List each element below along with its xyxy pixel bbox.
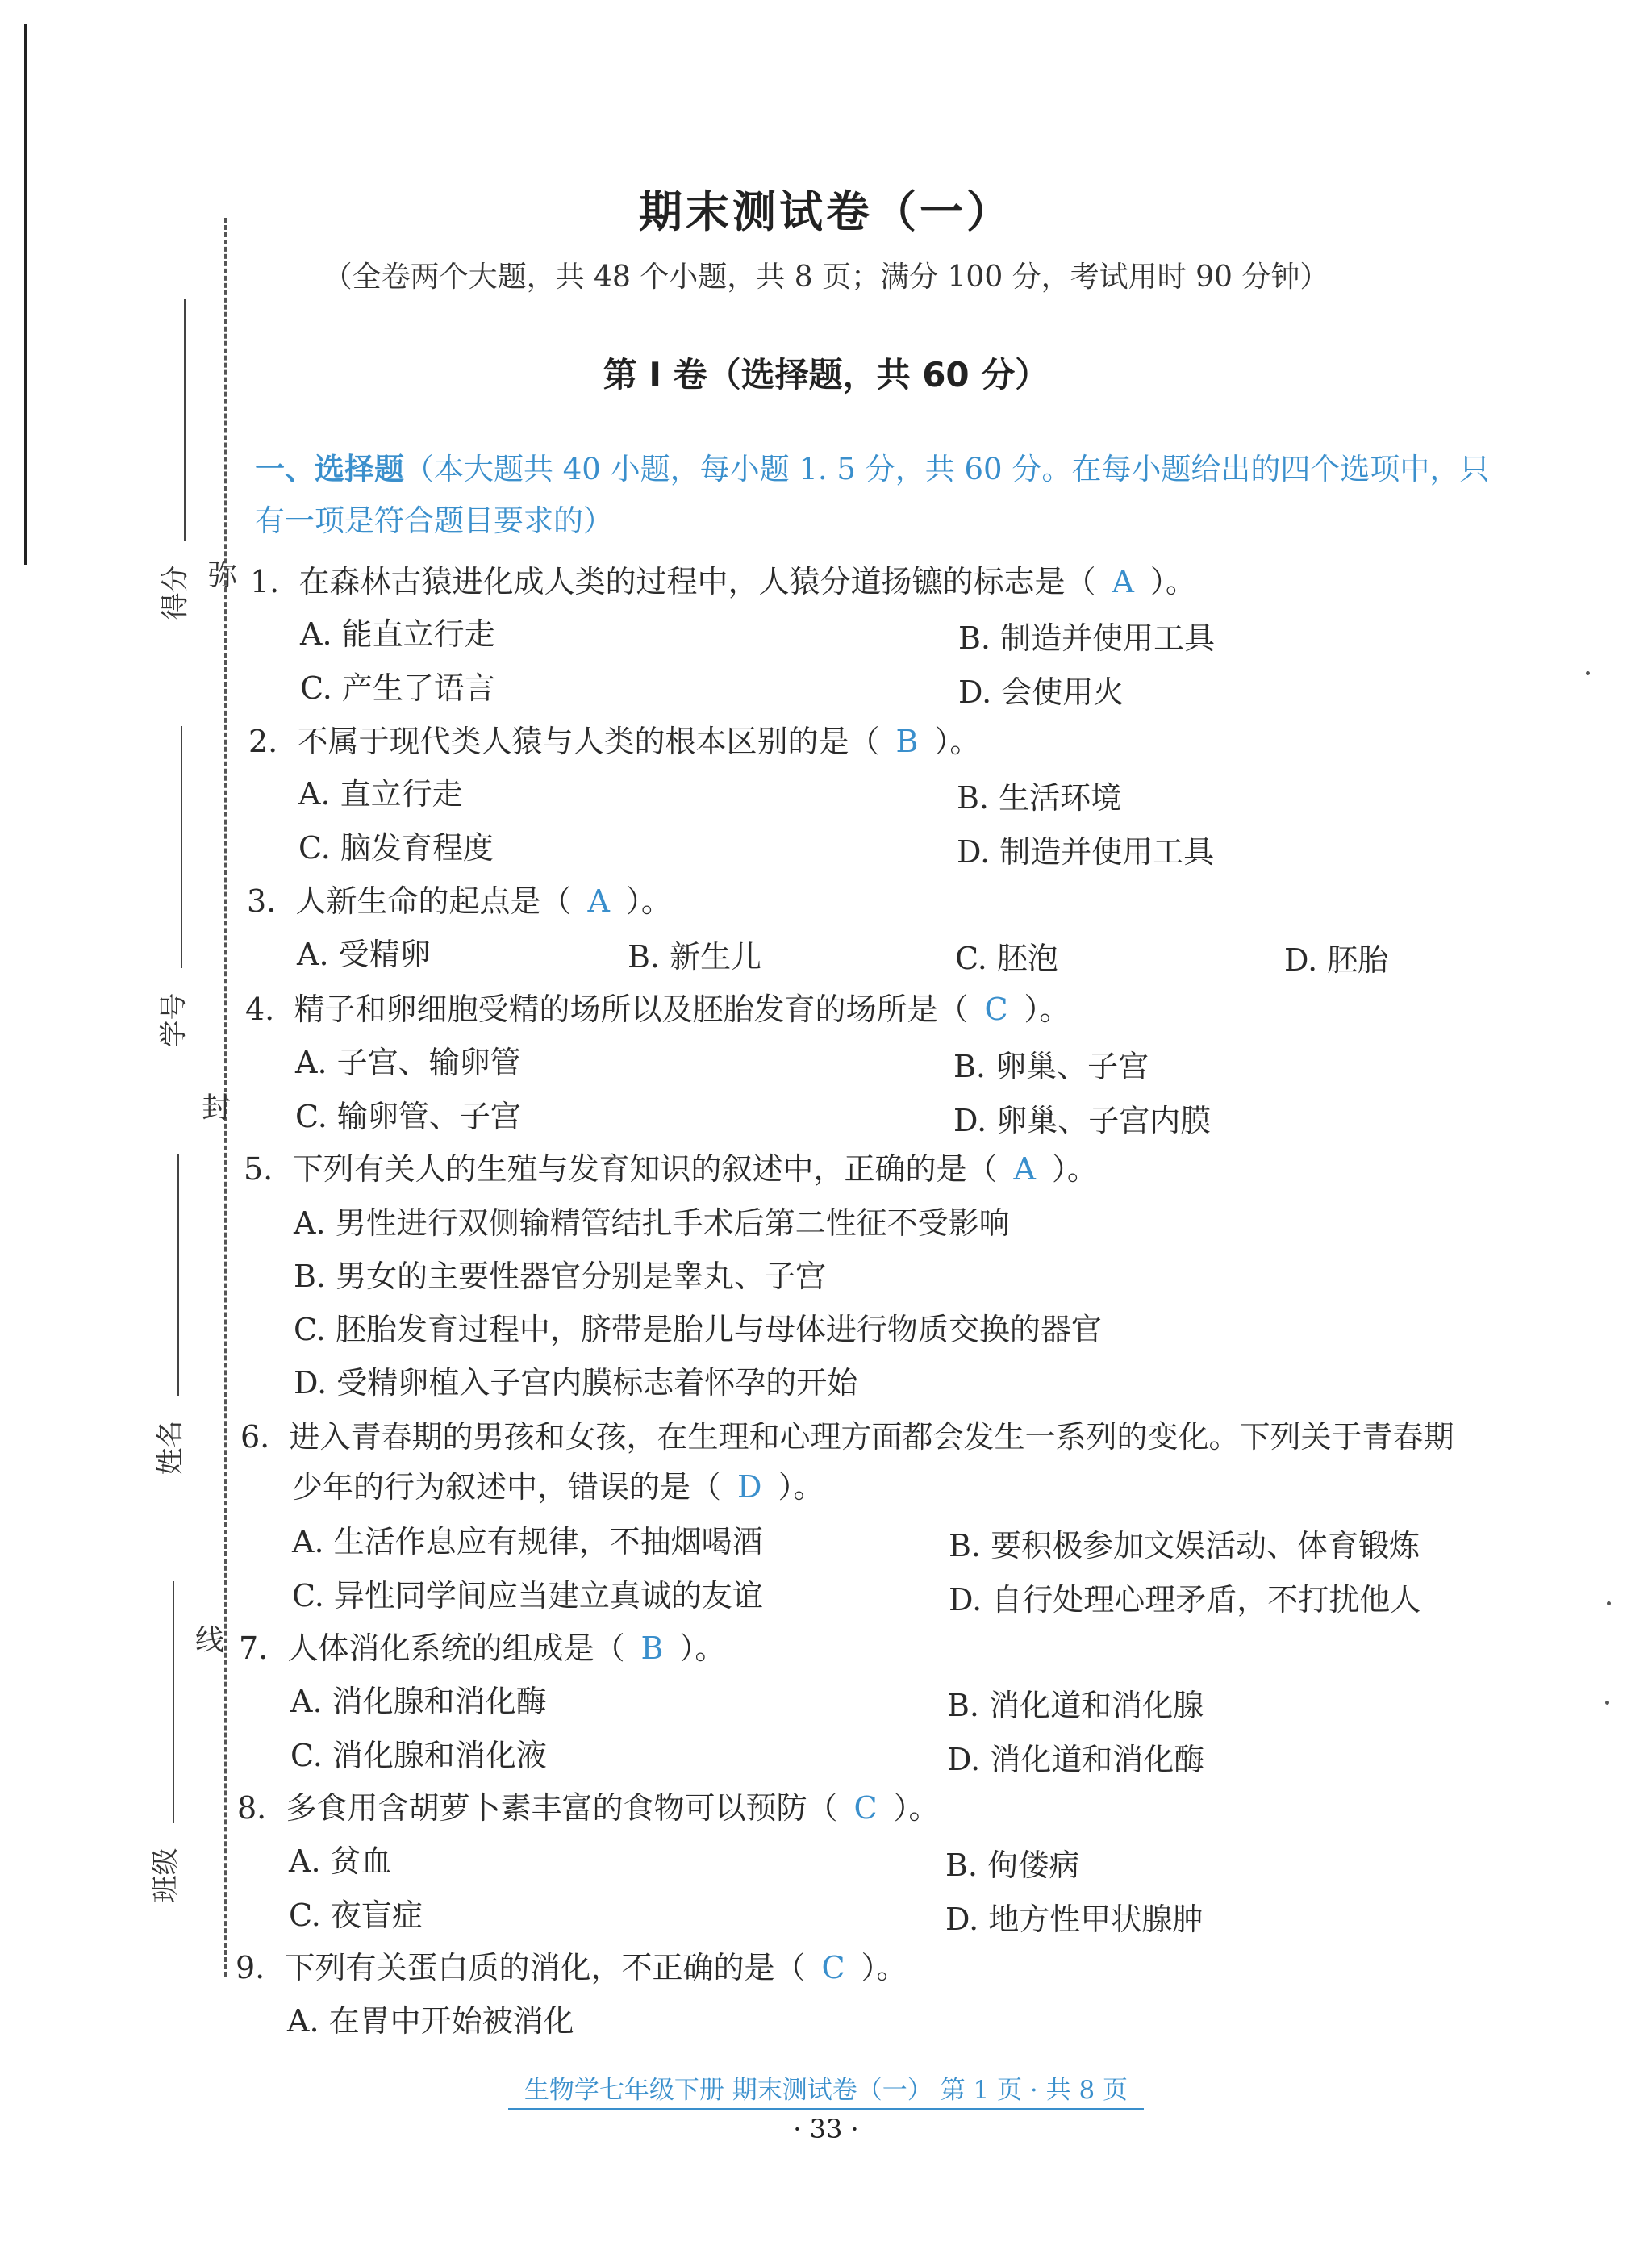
option-4b[interactable]: B. 卵巢、子宫 xyxy=(953,1049,1149,1084)
seal-char-xian: 线 xyxy=(195,1624,225,1657)
question-5 xyxy=(244,1144,1098,1188)
option-4c[interactable]: C. 输卵管、子宫 xyxy=(295,1099,521,1134)
page-footer xyxy=(0,2069,1652,2106)
option-2a[interactable]: A. 直立行走 xyxy=(298,776,463,812)
option-6d[interactable]: D. 自行处理心理矛盾，不打扰他人 xyxy=(949,1582,1421,1618)
question-number: 2. xyxy=(248,724,278,759)
page-title: 期末测试卷（一） xyxy=(639,186,1013,237)
option-7b[interactable]: B. 消化道和消化腺 xyxy=(947,1688,1204,1723)
option-2b[interactable]: B. 生活环境 xyxy=(957,780,1122,816)
option-9a[interactable]: A. 在胃中开始被消化 xyxy=(287,2003,574,2039)
seal-char-feng: 封 xyxy=(202,1092,232,1125)
question-stem: 在森林古猿进化成人类的过程中，人猿分道扬镳的标志是（ xyxy=(298,564,1096,599)
question-number: 1. xyxy=(250,564,280,599)
question-number: 9. xyxy=(236,1950,265,1985)
answer-mark: B xyxy=(640,1630,664,1666)
option-5b[interactable]: B. 男女的主要性器官分别是睾丸、子宫 xyxy=(294,1259,827,1294)
option-3b[interactable]: B. 新生儿 xyxy=(628,939,762,975)
question-stem: 下列有关蛋白质的消化，不正确的是（ xyxy=(284,1950,806,1985)
exam-info: （全卷两个大题，共 48 个小题，共 8 页；满分 100 分，考试用时 90 分钟） xyxy=(323,261,1329,294)
section-label: 一、选择题 xyxy=(255,452,404,486)
question-stem: 少年的行为叙述中，错误的是（ xyxy=(292,1469,722,1505)
option-5d[interactable]: D. 受精卵植入子宫内膜标志着怀孕的开始 xyxy=(294,1365,858,1401)
question-stem: 人体消化系统的组成是（ xyxy=(287,1630,625,1666)
option-8b[interactable]: B. 佝偻病 xyxy=(945,1847,1080,1883)
question-close: ）。 xyxy=(934,724,981,759)
option-1b[interactable]: B. 制造并使用工具 xyxy=(958,620,1216,656)
question-stem: 多食用含胡萝卜素丰富的食物可以预防（ xyxy=(286,1790,838,1826)
answer-mark: A xyxy=(1013,1151,1036,1187)
question-close: ）。 xyxy=(1149,564,1196,599)
section-instruction-line2: 有一项是符合题目要求的） xyxy=(255,503,613,538)
class-label: 班级 xyxy=(149,1847,182,1903)
question-4 xyxy=(245,984,1070,1029)
option-7c[interactable]: C. 消化腺和消化液 xyxy=(290,1738,547,1773)
question-7 xyxy=(239,1623,725,1668)
answer-mark: D xyxy=(737,1469,762,1505)
question-stem: 精子和卵细胞受精的场所以及胚胎发育的场所是（ xyxy=(294,992,969,1027)
answer-mark: C xyxy=(853,1790,878,1826)
option-8a[interactable]: A. 贫血 xyxy=(289,1843,392,1879)
question-number: 5. xyxy=(244,1151,273,1187)
student-id-field-line[interactable] xyxy=(181,726,182,968)
question-8 xyxy=(237,1783,940,1827)
question-close: ）。 xyxy=(1024,992,1070,1027)
option-6c[interactable]: C. 异性同学间应当建立真诚的友谊 xyxy=(292,1578,763,1614)
option-2d[interactable]: D. 制造并使用工具 xyxy=(957,834,1215,870)
question-number: 8. xyxy=(237,1790,267,1826)
question-9 xyxy=(236,1943,907,1987)
option-8c[interactable]: C. 夜盲症 xyxy=(289,1898,423,1933)
option-3d[interactable]: D. 胚胎 xyxy=(1284,942,1389,978)
answer-mark: C xyxy=(984,992,1008,1027)
class-field-line[interactable] xyxy=(173,1581,174,1823)
scan-speck xyxy=(1605,1701,1609,1705)
question-2 xyxy=(248,716,980,761)
score-label: 得分 xyxy=(159,565,192,620)
option-3a[interactable]: A. 受精卵 xyxy=(297,937,431,972)
question-close: ）。 xyxy=(893,1790,940,1826)
option-6a[interactable]: A. 生活作息应有规律，不抽烟喝酒 xyxy=(292,1524,763,1559)
scan-speck xyxy=(1607,1601,1611,1605)
option-7a[interactable]: A. 消化腺和消化酶 xyxy=(290,1684,547,1719)
part-title: 第 I 卷（选择题，共 60 分） xyxy=(603,355,1049,395)
question-stem: 下列有关人的生殖与发育知识的叙述中，正确的是（ xyxy=(292,1151,998,1187)
question-stem: 进入青春期的男孩和女孩，在生理和心理方面都会发生一系列的变化。下列关于青春期 xyxy=(289,1419,1454,1455)
question-number: 3. xyxy=(247,883,277,919)
option-8d[interactable]: D. 地方性甲状腺肿 xyxy=(945,1902,1204,1937)
option-5c[interactable]: C. 胚胎发育过程中，脐带是胎儿与母体进行物质交换的器官 xyxy=(294,1312,1102,1347)
section-instruction-line1: （本大题共 40 小题，每小题 1. 5 分，共 60 分。在每小题给出的四个选项中，只 xyxy=(404,452,1490,486)
question-close: ）。 xyxy=(679,1630,726,1666)
answer-mark: A xyxy=(587,883,610,919)
name-label: 姓名 xyxy=(154,1420,187,1476)
question-6 xyxy=(240,1412,1454,1456)
option-1a[interactable]: A. 能直立行走 xyxy=(300,616,495,652)
option-4a[interactable]: A. 子宫、输卵管 xyxy=(295,1045,521,1080)
option-7d[interactable]: D. 消化道和消化酶 xyxy=(947,1742,1205,1777)
question-close: ）。 xyxy=(625,883,672,919)
question-close: ）。 xyxy=(861,1950,907,1985)
question-number: 4. xyxy=(245,992,275,1027)
question-stem: 不属于现代类人猿与人类的根本区别的是（ xyxy=(297,724,880,759)
answer-mark: B xyxy=(895,724,919,759)
question-close: ）。 xyxy=(778,1469,824,1505)
scan-speck xyxy=(1586,671,1590,675)
student-id-label: 学号 xyxy=(157,992,190,1048)
section-heading xyxy=(255,444,1554,547)
question-close: ）。 xyxy=(1051,1151,1098,1187)
name-field-line[interactable] xyxy=(177,1154,179,1396)
footer-text: 生物学七年级下册 期末测试卷（一） 第 1 页 · 共 8 页 xyxy=(508,2076,1144,2110)
seal-char-mi: 弥 xyxy=(208,559,238,592)
page-number: · 33 · xyxy=(793,2114,859,2144)
question-1 xyxy=(250,557,1196,601)
option-3c[interactable]: C. 胚泡 xyxy=(955,941,1058,976)
score-field-line[interactable] xyxy=(184,299,186,541)
question-number: 7. xyxy=(239,1630,269,1666)
option-4d[interactable]: D. 卵巢、子宫内膜 xyxy=(953,1103,1212,1138)
question-number: 6. xyxy=(240,1419,270,1455)
answer-mark: A xyxy=(1112,564,1134,599)
option-5a[interactable]: A. 男性进行双侧输精管结扎手术后第二性征不受影响 xyxy=(294,1205,1010,1241)
question-3 xyxy=(247,876,672,921)
question-6-line2 xyxy=(292,1462,824,1506)
option-1d[interactable]: D. 会使用火 xyxy=(958,674,1124,710)
answer-mark: C xyxy=(821,1950,845,1985)
question-stem: 人新生命的起点是（ xyxy=(295,883,572,919)
option-1c[interactable]: C. 产生了语言 xyxy=(300,670,495,706)
option-6b[interactable]: B. 要积极参加文娱活动、体育锻炼 xyxy=(949,1528,1420,1564)
option-2c[interactable]: C. 脑发育程度 xyxy=(298,830,494,866)
